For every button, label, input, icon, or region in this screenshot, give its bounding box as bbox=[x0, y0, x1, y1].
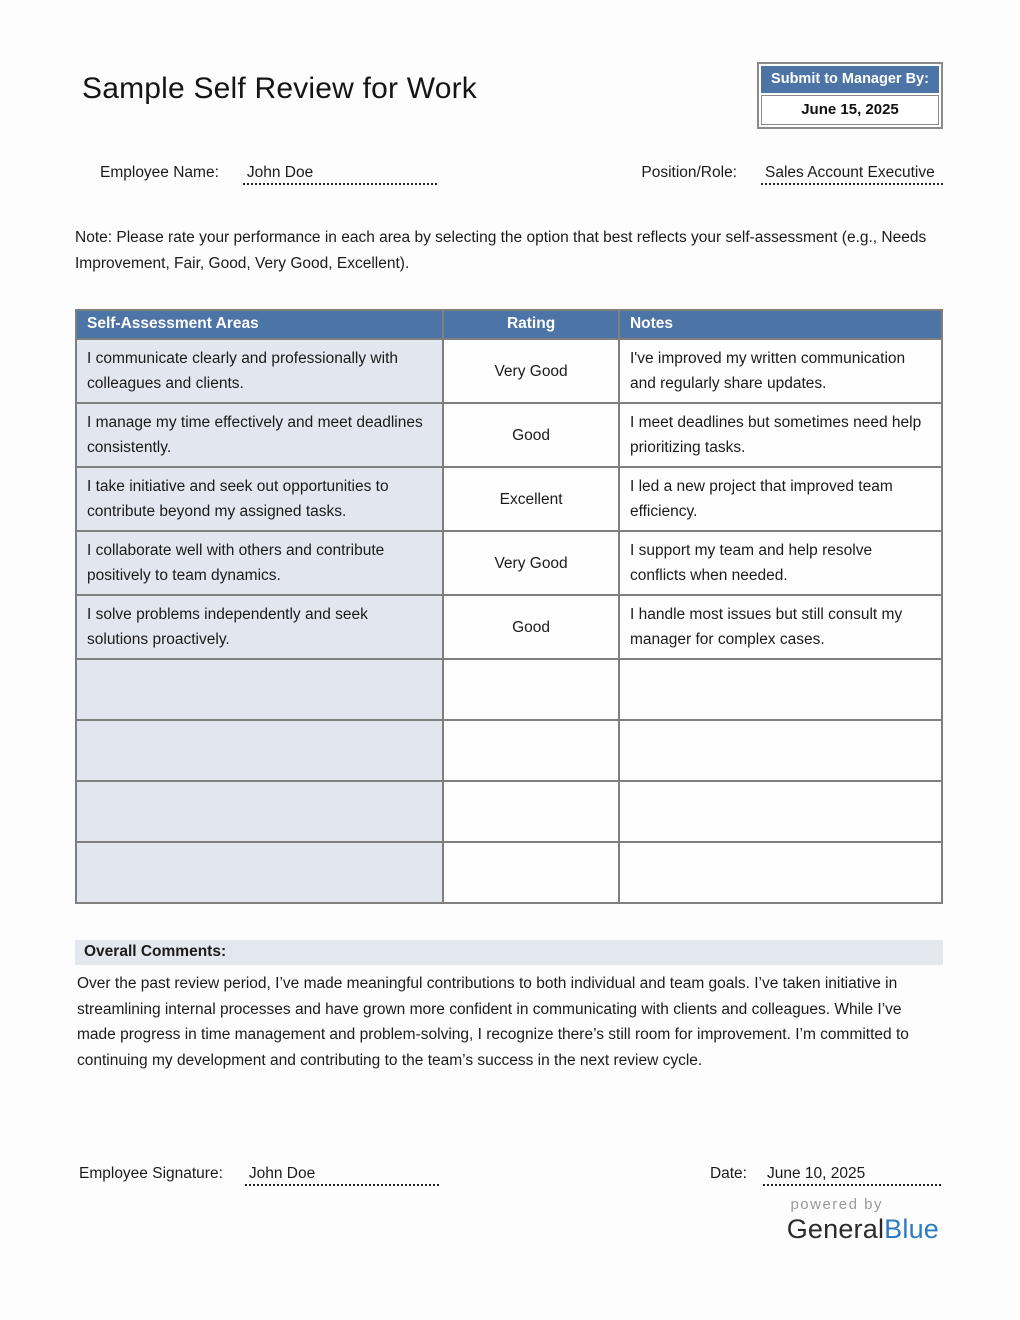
notes-cell[interactable]: I support my team and help resolve conflicts when needed. bbox=[619, 531, 942, 595]
rating-cell[interactable] bbox=[443, 659, 619, 720]
brand-blue-text: Blue bbox=[884, 1214, 939, 1244]
column-header-rating: Rating bbox=[443, 310, 619, 339]
notes-cell[interactable] bbox=[619, 720, 942, 781]
column-header-notes: Notes bbox=[619, 310, 942, 339]
notes-cell[interactable]: I've improved my written communication and regularly share updates. bbox=[619, 339, 942, 403]
date-group bbox=[710, 1165, 943, 1186]
table-row-empty bbox=[76, 659, 942, 720]
table-row bbox=[76, 403, 942, 467]
notes-cell[interactable] bbox=[619, 781, 942, 842]
table-header-row bbox=[76, 310, 942, 339]
instructions-note: Note: Please rate your performance in each area by selecting the option that best reflects your self-assessment (e.g., Needs Improvement, Fair, Good, Very Good, Excellent). bbox=[75, 229, 927, 272]
position-group bbox=[641, 164, 943, 185]
employee-signature-group bbox=[79, 1165, 440, 1186]
rating-cell[interactable]: Very Good bbox=[443, 531, 619, 595]
rating-cell[interactable] bbox=[443, 720, 619, 781]
area-cell[interactable] bbox=[76, 842, 443, 903]
identity-fields-row bbox=[75, 164, 943, 185]
overall-comments-label: Overall Comments: bbox=[75, 940, 943, 965]
submit-deadline-date: June 15, 2025 bbox=[761, 95, 939, 125]
rating-cell[interactable]: Good bbox=[443, 403, 619, 467]
area-cell[interactable]: I manage my time effectively and meet deadlines consistently. bbox=[76, 403, 443, 467]
signature-row bbox=[75, 1165, 943, 1186]
notes-cell[interactable] bbox=[619, 842, 942, 903]
table-row-empty bbox=[76, 842, 942, 903]
table-row-empty bbox=[76, 781, 942, 842]
column-header-areas: Self-Assessment Areas bbox=[76, 310, 443, 339]
area-cell[interactable]: I solve problems independently and seek solutions proactively. bbox=[76, 595, 443, 659]
table-row bbox=[76, 595, 942, 659]
notes-cell[interactable] bbox=[619, 659, 942, 720]
rating-cell[interactable]: Excellent bbox=[443, 467, 619, 531]
position-label: Position/Role: bbox=[641, 164, 737, 181]
brand-footer bbox=[75, 1196, 943, 1245]
employee-signature-field[interactable]: John Doe bbox=[245, 1165, 440, 1186]
area-cell[interactable]: I collaborate well with others and contribute positively to team dynamics. bbox=[76, 531, 443, 595]
area-cell[interactable] bbox=[76, 781, 443, 842]
area-cell[interactable]: I communicate clearly and professionally with colleagues and clients. bbox=[76, 339, 443, 403]
position-field[interactable]: Sales Account Executive bbox=[761, 164, 943, 185]
page-title: Sample Self Review for Work bbox=[82, 72, 477, 105]
notes-cell[interactable]: I meet deadlines but sometimes need help prioritizing tasks. bbox=[619, 403, 942, 467]
document-header bbox=[75, 60, 943, 124]
table-row bbox=[76, 531, 942, 595]
area-cell[interactable]: I take initiative and seek out opportunities to contribute beyond my assigned tasks. bbox=[76, 467, 443, 531]
notes-cell[interactable]: I led a new project that improved team efficiency. bbox=[619, 467, 942, 531]
date-field[interactable]: June 10, 2025 bbox=[763, 1165, 943, 1186]
area-cell[interactable] bbox=[76, 720, 443, 781]
self-assessment-table bbox=[75, 309, 943, 904]
employee-signature-label: Employee Signature: bbox=[79, 1165, 223, 1182]
overall-comments-text[interactable]: Over the past review period, I’ve made meaningful contributions to both individual and team goals. I’ve taken initiative in streamlining internal processes and have grown more confident in communicating with clients and colleagues. While I’ve made progress in time management and problem-solving, I recognize there’s still room for improvement. I’m committed to continuing my development and contributing to the team’s success in the next review cycle. bbox=[77, 975, 909, 1069]
general-blue-logo bbox=[787, 1214, 939, 1245]
submit-deadline-box bbox=[757, 62, 943, 129]
table-row-empty bbox=[76, 720, 942, 781]
rating-cell[interactable] bbox=[443, 842, 619, 903]
powered-by-text: powered by bbox=[790, 1196, 883, 1213]
submit-deadline-label: Submit to Manager By: bbox=[761, 66, 939, 93]
notes-cell[interactable]: I handle most issues but still consult my manager for complex cases. bbox=[619, 595, 942, 659]
table-row bbox=[76, 339, 942, 403]
employee-name-group bbox=[100, 164, 438, 185]
rating-cell[interactable] bbox=[443, 781, 619, 842]
date-label: Date: bbox=[709, 1165, 747, 1182]
brand-general-text: General bbox=[786, 1214, 885, 1244]
table-row bbox=[76, 467, 942, 531]
employee-name-field[interactable]: John Doe bbox=[243, 164, 438, 185]
rating-cell[interactable]: Very Good bbox=[443, 339, 619, 403]
area-cell[interactable] bbox=[76, 659, 443, 720]
rating-cell[interactable]: Good bbox=[443, 595, 619, 659]
employee-name-label: Employee Name: bbox=[100, 164, 219, 181]
